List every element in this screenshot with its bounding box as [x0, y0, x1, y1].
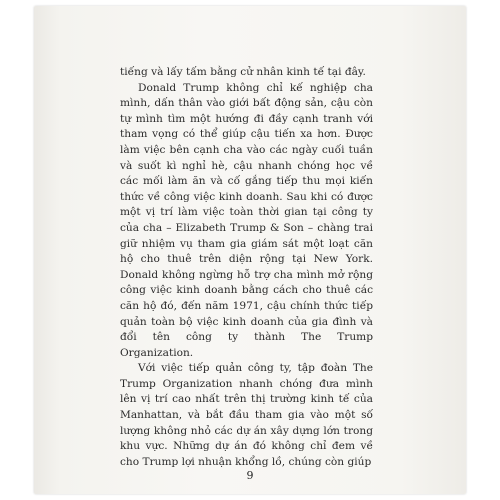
paragraph-trump-organization: Với việc tiếp quản công ty, tập đoàn The Trump Organization nhanh chóng đưa mình lên vị trí cao nhất trên thị trường kinh tế của Manhattan, và bắt đầu tham gia vào một số lượng không nhỏ các dự án xây dựng lớn trong khu vực. Những dự án đó không chỉ đem về cho Trump lợi nhuận khổng lồ, chúng còn giúp — [120, 362, 373, 468]
paragraph-donald-trump: Donald Trump không chỉ kế nghiệp cha mình, dấn thân vào giới bất động sản, cậu còn tự mình tìm một hướng đi đầy cạnh tranh với tham vọng có thể giúp cậu tiến xa hơn. Được làm việc bên cạnh cha vào các ngày cuối tuần và suốt kì nghỉ hè, cậu nhanh chóng học về các mối làm ăn và cố gắng tiếp thu mọi kiến thức về công việc kinh doanh. Sau khi có được một vị trí làm việc toàn thời gian tại công ty của cha – Elizabeth Trump & Son – chàng trai giữ nhiệm vụ tham gia giám sát một loạt căn hộ cho thuê trên diện rộng tại New York. Donald không ngừng hỗ trợ cha mình mở rộng công việc kinh doanh bằng cách cho thuê các căn hộ đó, đến năm 1971, cậu chính thức tiếp quản toàn bộ việc kinh doanh của gia đình và đổi tên công ty thành The Trump Organization. — [120, 81, 373, 359]
paragraph-continuation: tiếng và lấy tấm bằng cử nhân kinh tế tại đây. — [120, 66, 366, 78]
page-number: 9 — [246, 469, 254, 482]
body-text — [120, 65, 373, 470]
